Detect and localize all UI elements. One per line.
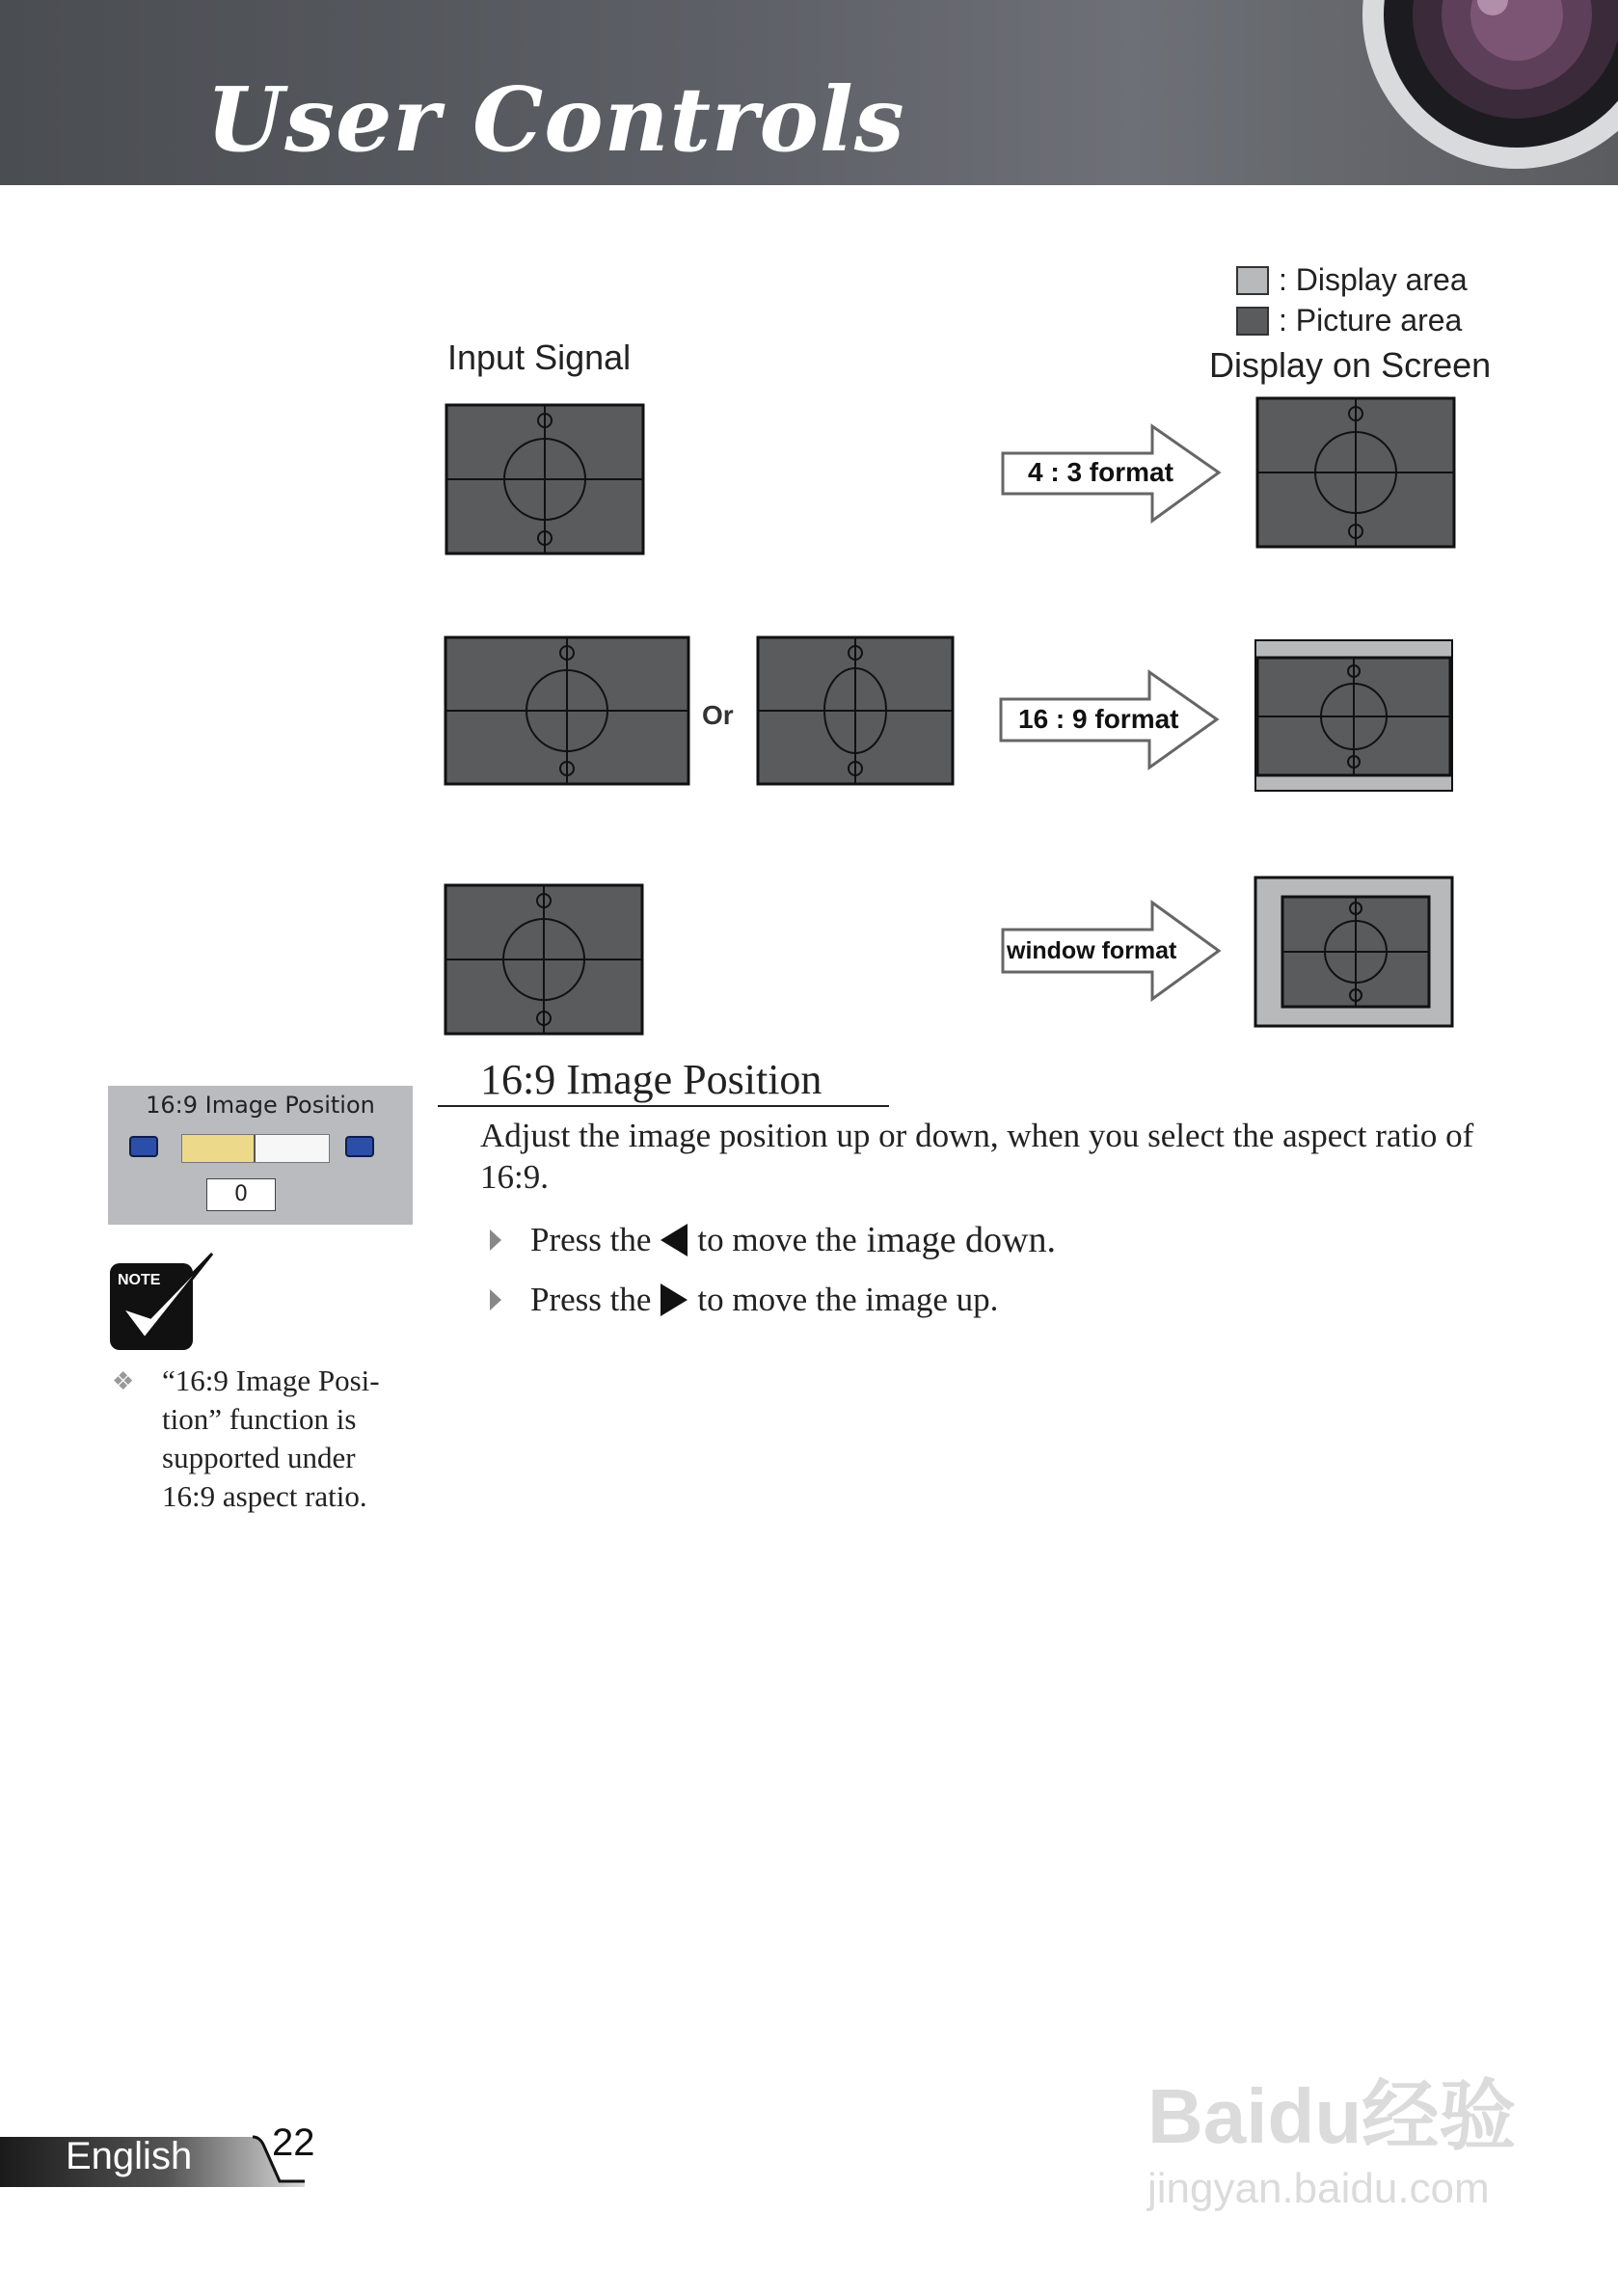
or-label: Or [702, 700, 734, 730]
output-4-3-screen [1257, 398, 1454, 547]
legend-display-label: : Display area [1279, 262, 1468, 297]
left-arrow-icon [661, 1224, 688, 1256]
page-title: User Controls [206, 68, 905, 172]
bullet-arrow-icon [490, 1289, 501, 1310]
aspect-ratio-diagram [0, 0, 1618, 1061]
osd-right-button-icon[interactable] [345, 1136, 374, 1157]
note-icon-label: NOTE [118, 1272, 161, 1288]
bullet2-prefix: Press the [530, 1281, 652, 1318]
legend-picture-label: : Picture area [1279, 303, 1463, 338]
bullet-arrow-icon [490, 1229, 501, 1251]
footer-language: English [66, 2135, 193, 2177]
bullet1-suffix: to move the [697, 1221, 857, 1258]
display-on-screen-label: Display on Screen [1209, 345, 1492, 385]
baidu-watermark [1147, 2054, 1533, 2228]
bullet-move-down [490, 1219, 1056, 1261]
right-arrow-icon [661, 1283, 688, 1316]
osd-image-position-panel [108, 1086, 413, 1225]
watermark-url: jingyan.baidu.com [1147, 2165, 1490, 2212]
section-title: 16:9 Image Position [438, 1055, 889, 1107]
osd-left-button-icon[interactable] [129, 1136, 158, 1157]
input-signal-label: Input Signal [447, 338, 632, 377]
osd-slider-fill [182, 1135, 256, 1162]
osd-value-box: 0 [206, 1178, 276, 1211]
output-window-screen [1255, 878, 1452, 1026]
watermark-text: Baidu经验 [1147, 2073, 1517, 2159]
format-label-16-9: 16 : 9 format [1018, 704, 1179, 734]
note-text: “16:9 Image Posi-tion” function is supported under 16:9 aspect ratio. [162, 1364, 380, 1513]
input-anamorphic-screen [758, 637, 953, 784]
input-16-9-screen [445, 637, 688, 784]
note-bullet-icon: ❖ [112, 1367, 135, 1395]
input-4-3-screen [446, 405, 643, 554]
output-16-9-screen [1255, 640, 1452, 791]
note-checkmark-icon [108, 1250, 216, 1352]
format-label-4-3: 4 : 3 format [1028, 457, 1173, 487]
osd-title: 16:9 Image Position [146, 1092, 375, 1119]
input-window-screen [445, 885, 642, 1034]
page-number: 22 [272, 2121, 315, 2164]
section-description: Adjust the image position up or down, when you select the aspect ratio of 16:9. [480, 1117, 1474, 1196]
bullet1-emphasis: image down. [866, 1220, 1056, 1260]
format-label-window: window format [1007, 937, 1177, 964]
bullet2-suffix: to move the image up. [697, 1281, 999, 1318]
bullet-move-up [490, 1281, 998, 1319]
osd-slider[interactable] [181, 1134, 330, 1163]
bullet1-prefix: Press the [530, 1221, 652, 1258]
